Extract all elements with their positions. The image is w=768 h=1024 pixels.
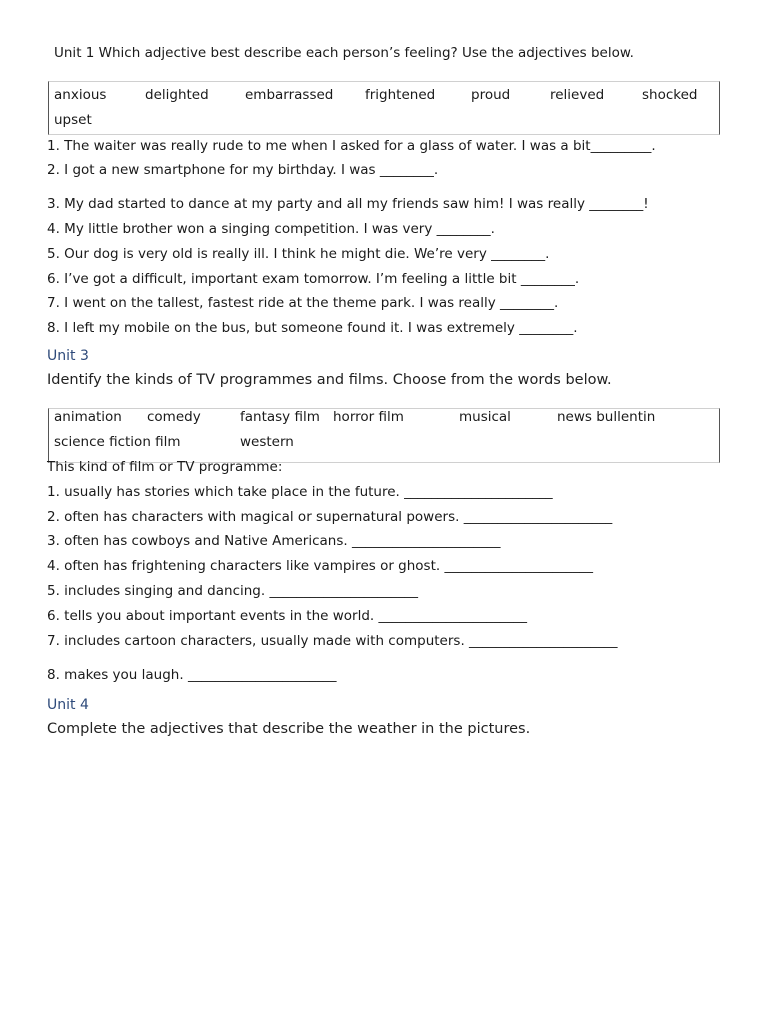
word-item: comedy	[147, 409, 201, 425]
unit1-item: 2. I got a new smartphone for my birthday. I was ________.	[47, 162, 439, 178]
unit1-item: 5. Our dog is very old is really ill. I think he might die. We’re very ________.	[47, 246, 550, 262]
unit1-word-box	[48, 81, 720, 135]
word-item: upset	[54, 112, 92, 128]
word-item: proud	[471, 87, 511, 103]
word-item: fantasy film	[240, 409, 320, 425]
unit3-word-box	[48, 408, 720, 463]
word-item: delighted	[145, 87, 209, 103]
unit3-item: 3. often has cowboys and Native Americans. ______________________	[47, 533, 501, 549]
unit1-title: Unit 1 Which adjective best describe each person’s feeling? Use the adjectives below.	[54, 45, 634, 61]
unit1-item: 1. The waiter was really rude to me when I asked for a glass of water. I was a bit_________.	[47, 138, 656, 154]
word-item: anxious	[54, 87, 107, 103]
unit3-lead: This kind of film or TV programme:	[47, 459, 283, 475]
unit4-instruction: Complete the adjectives that describe the weather in the pictures.	[47, 721, 531, 737]
unit1-item: 3. My dad started to dance at my party and all my friends saw him! I was really ________!	[47, 196, 649, 212]
unit3-item: 7. includes cartoon characters, usually made with computers. ______________________	[47, 633, 618, 649]
unit3-instruction: Identify the kinds of TV programmes and films. Choose from the words below.	[47, 372, 612, 388]
unit3-item: 1. usually has stories which take place in the future. ______________________	[47, 484, 553, 500]
word-item: animation	[54, 409, 122, 425]
word-item: frightened	[365, 87, 436, 103]
unit3-item: 2. often has characters with magical or supernatural powers. ______________________	[47, 509, 613, 525]
unit3-item: 4. often has frightening characters like vampires or ghost. ______________________	[47, 558, 593, 574]
word-item: shocked	[642, 87, 698, 103]
word-item: western	[240, 434, 294, 450]
word-item: horror film	[333, 409, 404, 425]
unit1-item: 7. I went on the tallest, fastest ride at the theme park. I was really ________.	[47, 295, 559, 311]
unit1-item: 4. My little brother won a singing competition. I was very ________.	[47, 221, 495, 237]
word-item: science fiction film	[54, 434, 181, 450]
word-item: relieved	[550, 87, 605, 103]
word-item: news bullentin	[557, 409, 656, 425]
unit3-item: 6. tells you about important events in the world. ______________________	[47, 608, 527, 624]
word-item: embarrassed	[245, 87, 334, 103]
unit1-item: 6. I’ve got a difficult, important exam tomorrow. I’m feeling a little bit ________.	[47, 271, 580, 287]
unit1-item: 8. I left my mobile on the bus, but someone found it. I was extremely ________.	[47, 320, 578, 336]
unit3-heading: Unit 3	[47, 348, 89, 364]
word-item: musical	[459, 409, 511, 425]
unit4-heading: Unit 4	[47, 697, 89, 713]
unit3-item: 8. makes you laugh. ______________________	[47, 667, 337, 683]
unit3-item: 5. includes singing and dancing. ______________________	[47, 583, 418, 599]
